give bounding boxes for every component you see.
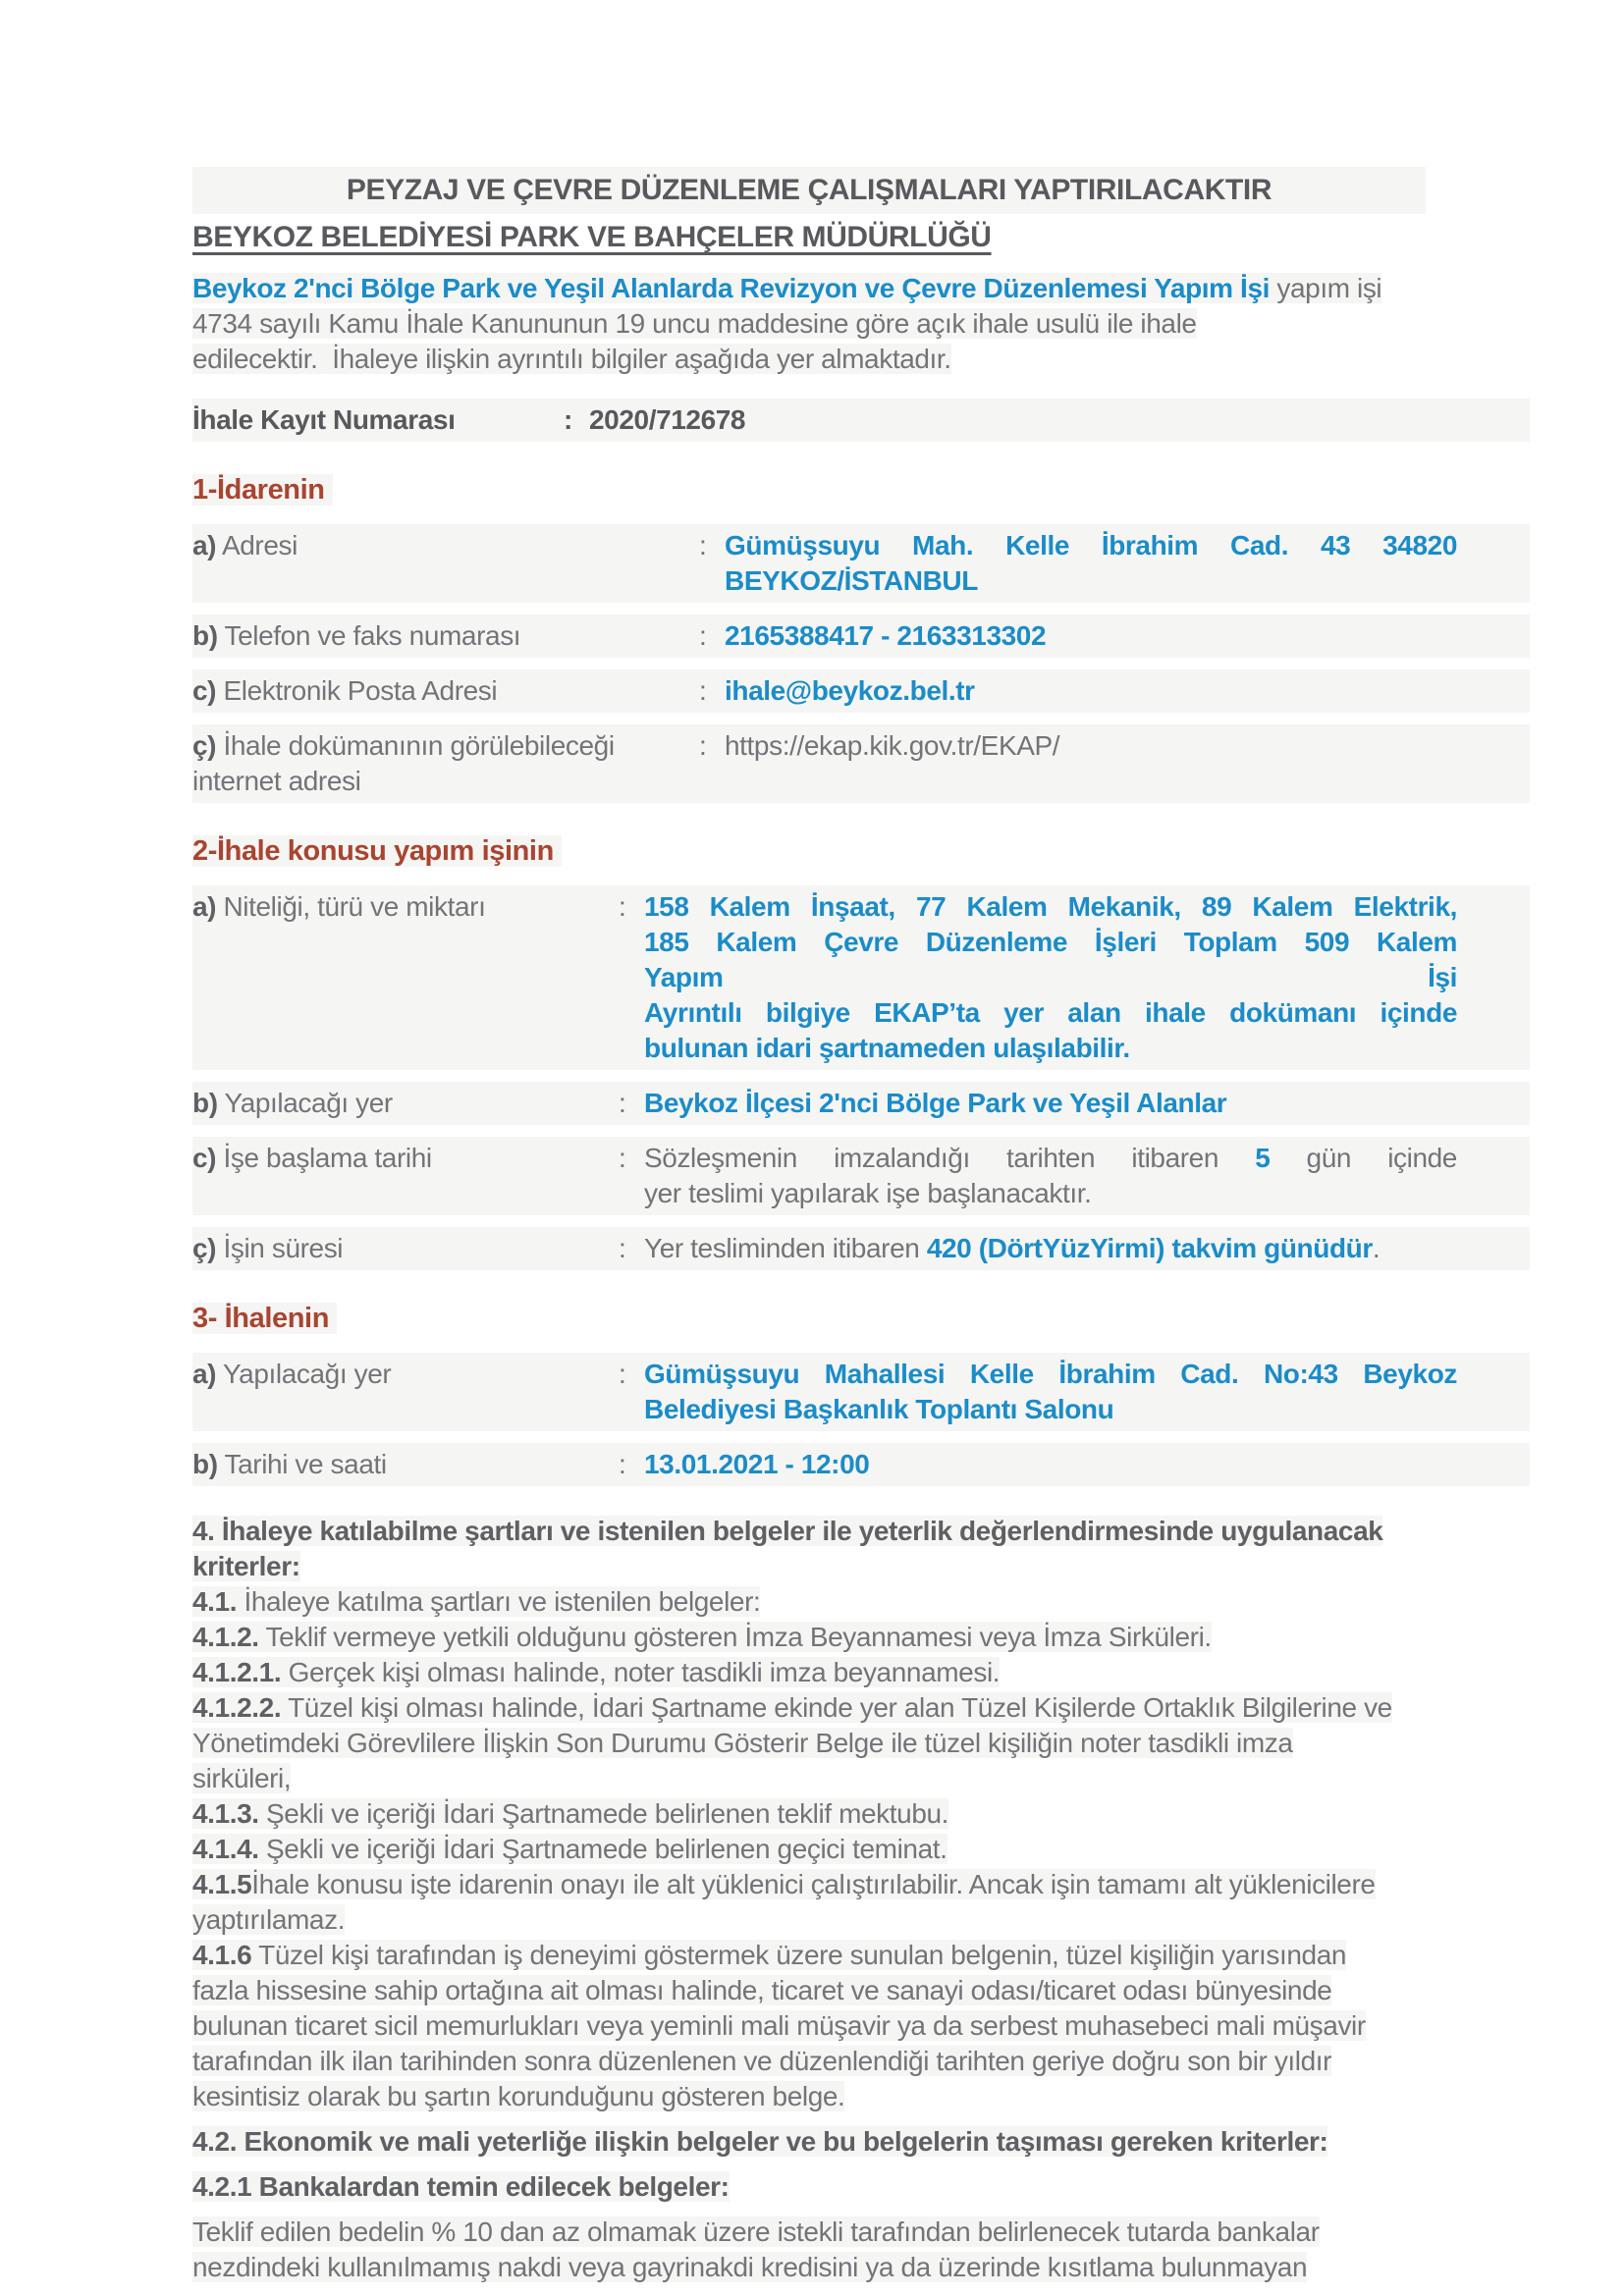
document-title: PEYZAJ VE ÇEVRE DÜZENLEME ÇALIŞMALARI YAPTIRILACAKTIR [192,167,1426,214]
paragraph [192,1867,1616,1938]
text-run: sirküleri, [192,1763,292,1793]
value-line [644,1357,1457,1392]
value-line [725,618,1457,654]
text-run: Tüzel kişi tarafından iş deneyimi göstermek üzere sunulan belgenin, tüzel kişiliğin yarısından [251,1940,1347,1970]
value-line [644,1392,1457,1427]
text-run: 4. İhaleye katılabilme şartları ve istenilen belgeler ile yeterlik değerlendirmesinde uygulanacak [192,1516,1383,1546]
table-row [192,1082,1530,1125]
row-colon: : [619,1227,644,1270]
table-row [192,1353,1530,1431]
text-run: nezdindeki kullanılmamış nakdi veya gayrinakdi kredisini ya da üzerinde kısıtlama bulunmayan [192,2252,1308,2282]
text-run: BEYKOZ/İSTANBUL [725,565,978,596]
text-run: Telefon ve faks numarası [217,620,521,651]
text-run: yer teslimi yapılarak işe başlanacaktır. [644,1178,1092,1208]
text-run: gün içinde [1270,1143,1457,1173]
text-run: 4.1.2. [192,1622,259,1652]
text-run: Yer tesliminden itibaren [644,1233,927,1263]
table-row [192,1137,1530,1215]
text-run: c) [192,1143,217,1173]
text-run: kriterler: [192,1551,300,1581]
paragraph [192,1690,1616,1796]
table-row [192,885,1530,1070]
value-line [725,563,1457,599]
table-row [192,669,1530,713]
section-2-table [192,874,1530,1282]
row-value [644,1443,1530,1486]
text-run: tarafından ilk ilan tarihinden sonra düzenlenen ve düzenlendiği tarihten geriye doğru son bir yıldır [192,2046,1332,2076]
table-row [192,614,1530,658]
text-run: Beykoz 2'nci Bölge Park ve Yeşil Alanlarda Revizyon ve Çevre Düzenlemesi Yapım İşi [192,273,1270,303]
text-run: 4.1.6 [192,1940,252,1970]
row-value [725,524,1530,603]
text-run: Belediyesi Başkanlık Toplantı Salonu [644,1394,1114,1424]
row-label [192,724,699,803]
section-heading-text: 2-İhale konusu yapım işinin [192,835,562,867]
value-line [725,528,1457,563]
text-run: kesintisiz olarak bu şartın korunduğunu gösteren belge. [192,2081,845,2111]
row-colon: : [699,724,725,803]
text-run: https://ekap.kik.gov.tr/EKAP/ [725,730,1060,761]
document-subtitle [192,214,1624,261]
row-colon: : [699,524,725,603]
text-run: 158 Kalem İnşaat, 77 Kalem Mekanik, 89 Kalem Elektrik, [644,891,1457,922]
row-label [192,669,699,713]
section-3-table [192,1341,1530,1498]
row-label [192,885,619,1070]
row-label [192,1082,619,1125]
text-run: İşin süresi [216,1233,344,1263]
value-line [725,673,1457,709]
paragraph [192,2169,1616,2205]
text-run: Gerçek kişi olması halinde, noter tasdikli imza beyannamesi. [281,1657,1001,1687]
paragraph [192,1655,1616,1690]
text-run: 4.2. Ekonomik ve mali yeterliğe ilişkin belgeler ve bu belgelerin taşıması gereken kriterler: [192,2126,1328,2157]
paragraph [192,1620,1616,1655]
text-run: a) [192,1359,217,1389]
text-run: b) [192,1449,218,1479]
text-run: 2165388417 - 2163313302 [725,620,1047,651]
text-run: Şekli ve içeriği İdari Şartnamede belirlenen geçici teminat. [258,1834,947,1864]
text-run: 4734 sayılı Kamu İhale Kanununun 19 uncu maddesine göre açık ihale usulü ile ihale [192,308,1197,339]
row-colon: : [619,885,644,1070]
text-run: Yapılacağı yer [216,1359,392,1389]
intro-paragraph [192,271,1624,377]
paragraph [192,2215,1616,2285]
row-label [192,524,699,603]
row-colon: : [619,1443,644,1486]
text-run: 4.2.1 Bankalardan temin edilecek belgeler: [192,2171,730,2202]
text-run: Ayrıntılı bilgiye EKAP’ta yer alan ihale dokümanı içinde [644,997,1457,1028]
text-run: c) [192,675,217,706]
value-line [644,1231,1457,1266]
text-run: a) [192,891,217,922]
text-run: 2020/712678 [589,404,746,435]
text-run: 4.1.2.2. [192,1692,282,1723]
text-run: 13.01.2021 - 12:00 [644,1449,870,1479]
section-1-table [192,512,1530,815]
value-line [644,1447,1457,1482]
text-run: Sözleşmenin imzalandığı tarihten itibaren [644,1143,1256,1173]
paragraph [192,1938,1616,2114]
row-value [644,1353,1530,1431]
text-run: . [1372,1233,1380,1263]
row-label [192,1443,619,1486]
row-label [192,1137,619,1215]
text-run: 4.1.3. [192,1798,259,1829]
text-run: İhaleye katılma şartları ve istenilen belgeler: [237,1586,761,1617]
text-run: bulunan idari şartnameden ulaşılabilir. [644,1033,1130,1063]
subtitle-text: BEYKOZ BELEDİYESİ PARK VE BAHÇELER MÜDÜRLÜĞÜ [192,221,992,253]
row-label [192,1227,619,1270]
text-run: yapım işi [1270,273,1382,303]
text-run: ç) [192,730,217,761]
row-value [644,1227,1530,1270]
row-label [192,399,564,442]
paragraph [192,1514,1616,1584]
text-run: İhale konusu işte idarenin onayı ile alt yüklenici çalıştırılabilir. Ancak işin tamamı alt yüklenicilere [251,1869,1376,1899]
text-run: Teklif edilen bedelin % 10 dan az olmamak üzere istekli tarafından belirlenecek tutarda bankalar [192,2216,1320,2247]
value-line [589,402,1457,438]
text-run: İşe başlama tarihi [216,1143,432,1173]
text-run: ihale@beykoz.bel.tr [725,675,975,706]
table-row [192,1443,1530,1486]
text-run: Elektronik Posta Adresi [216,675,498,706]
text-run: fazla hissesine sahip ortağına ait olması halinde, ticaret ve sanayi odası/ticaret odası bünyesinde [192,1975,1332,2005]
text-run: 5 [1255,1143,1271,1173]
text-run: Gümüşsuyu Mahallesi Kelle İbrahim Cad. No:43 Beykoz [644,1359,1457,1389]
value-line [644,1086,1457,1121]
row-colon: : [699,614,725,658]
text-run: 4.1. [192,1586,238,1617]
value-line [725,728,1457,764]
value-line [644,1141,1457,1176]
paragraph [192,2124,1616,2160]
text-run: 4.1.5 [192,1869,252,1899]
text-run: Adresi [216,530,298,561]
row-colon: : [699,669,725,713]
section-heading-1 [192,467,1624,512]
text-run: yaptırılamaz. [192,1904,346,1935]
paragraph [192,1584,1616,1620]
text-run: Tüzel kişi olması halinde, İdari Şartname ekinde yer alan Tüzel Kişilerde Ortaklık Bilgilerine ve [281,1692,1392,1723]
section-heading-2 [192,828,1624,874]
row-value [644,1137,1530,1215]
text-run: Niteliği, türü ve miktarı [216,891,486,922]
text-run: a) [192,530,217,561]
row-label [192,614,699,658]
section-heading-text: 3- İhalenin [192,1303,337,1334]
paragraph [192,1832,1616,1867]
row-value [725,669,1530,713]
text-run: ç) [192,1233,217,1263]
row-value [725,724,1530,803]
text-run: b) [192,620,218,651]
text-run: 420 (DörtYüzYirmi) takvim günüdür [926,1233,1373,1263]
row-value [644,885,1530,1070]
text-run: 4.1.4. [192,1834,259,1864]
row-value [725,614,1530,658]
text-run: Teklif vermeye yetkili olduğunu gösteren İmza Beyannamesi veya İmza Sirküleri. [258,1622,1212,1652]
value-line [644,889,1457,995]
text-run: 185 Kalem Çevre Düzenleme İşleri Toplam 509 Kalem [644,927,1457,957]
section-heading-3 [192,1296,1624,1341]
row-colon: : [619,1353,644,1431]
text-run: bulunan ticaret sicil memurlukları veya yeminli mali müşavir ya da serbest muhasebeci mali müşavir [192,2010,1366,2041]
section-heading-text: 1-İdarenin [192,474,333,506]
text-run: edilecektir. İhaleye ilişkin ayrıntılı bilgiler aşağıda yer almaktadır. [192,344,951,374]
text-run: İhale dokümanının görülebileceği internet adresi [192,730,615,796]
row-colon: : [619,1137,644,1215]
text-run: Beykoz İlçesi 2'nci Bölge Park ve Yeşil Alanlar [644,1088,1227,1118]
text-run: İhale Kayıt Numarası [192,404,456,435]
table-row [192,1227,1530,1270]
row-colon: : [619,1082,644,1125]
text-run: b) [192,1088,218,1118]
value-line [644,1176,1457,1211]
table-row [192,524,1530,603]
paragraph [192,1796,1616,1832]
row-colon: : [564,399,589,442]
row-value [644,1082,1530,1125]
table-row [192,724,1530,803]
text-run: Yönetimdeki Görevlilere İlişkin Son Durumu Gösterir Belge ile tüzel kişiliğin noter tasdikli imza [192,1728,1293,1758]
value-line [644,1031,1457,1066]
tender-registration-table [192,387,1530,454]
text-run: Yapılacağı yer [217,1088,393,1118]
row-label [192,1353,619,1431]
row-value [589,399,1530,442]
value-line [644,995,1457,1031]
table-row [192,399,1530,442]
text-run: 4.1.2.1. [192,1657,282,1687]
conditions-section [192,1514,1616,2285]
text-run: Gümüşsuyu Mah. Kelle İbrahim Cad. 43 34820 [725,530,1457,561]
text-run: Şekli ve içeriği İdari Şartnamede belirlenen teklif mektubu. [258,1798,949,1829]
text-run: Tarihi ve saati [217,1449,387,1479]
text-run: Yapım İşi [644,962,1457,992]
